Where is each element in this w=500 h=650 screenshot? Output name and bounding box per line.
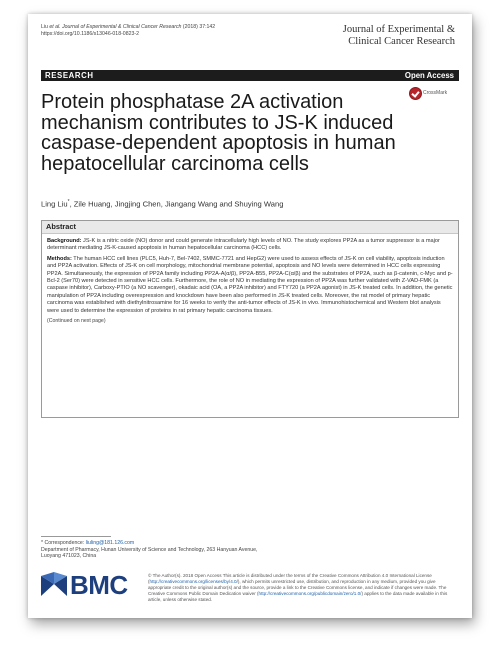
journal-name-line1: Journal of Experimental & (342, 24, 455, 35)
background-label: Background: (47, 238, 82, 244)
journal-name-line2: Clinical Cancer Research (348, 35, 455, 47)
correspondence-label: * Correspondence: (41, 540, 86, 546)
section-bar (41, 70, 459, 81)
author-others: , Zile Huang, Jingjing Chen, Jiangang Wang and Shuying Wang (69, 199, 284, 209)
citation-journal: et al. Journal of Experimental & Clinical Cancer Research (49, 24, 182, 30)
continued-note: (Continued on next page) (47, 318, 106, 325)
article-title: Protein phosphatase 2A activation mechanism contributes to JS-K induced caspase-dependent apoptosis in human hepatocellular carcinoma cells (41, 91, 396, 175)
license-link[interactable]: http://creativecommons.org/licenses/by/4.0/ (149, 579, 238, 584)
open-access-label: Open Access (404, 71, 454, 80)
license-text-1: © The Author(s). 2018 Open Access This article is distributed under the terms of the Creative Commons Attribution 4.0 International License ( (148, 573, 432, 584)
crossmark-badge[interactable] (409, 86, 449, 100)
bmc-logo-text: BMC (70, 570, 128, 600)
citation-authors: Liu (41, 24, 50, 30)
citation-volume: (2018) 37:142 (182, 24, 216, 30)
paper-page (28, 14, 472, 618)
bmc-logo (41, 570, 141, 598)
author-list (41, 199, 283, 209)
abstract-methods (47, 256, 453, 315)
corresponding-mark: * (67, 199, 70, 205)
correspondence (41, 536, 261, 560)
correspondence-email[interactable]: liuling@181.126.com (85, 540, 135, 546)
methods-label: Methods: (47, 255, 72, 262)
license-statement (148, 573, 458, 603)
footnote-divider (41, 536, 111, 537)
citation (41, 24, 271, 38)
bmc-logo-icon (41, 572, 67, 596)
journal-name (343, 24, 455, 47)
background-text: JS-K is a nitric oxide (NO) donor and could generate intracellularly high levels of NO. The study explores PP2A as a tumor suppressor is a major determinant mediating JS-K-caused apoptosis in human hepatocellular carcinoma (HCC) cells. (47, 238, 440, 252)
crossmark-label: CrossMark (423, 90, 448, 96)
public-domain-link[interactable]: http://creativecommons.org/publicdomain/zero/1.0/ (258, 591, 362, 596)
license-text-3: ) applies to the data made available in this article, unless otherwise stated. (148, 591, 448, 602)
author-first[interactable]: Ling Liu (41, 199, 68, 209)
correspondence-address: Department of Pharmacy, Hunan University of Science and Technology, 263 Hanyuan Avenue, Luoyang 471023, China (41, 546, 258, 560)
methods-text: The human HCC cell lines (PLC5, Huh-7, Bel-7402, SMMC-7721 and HepG2) were used to assess effects of JS-K on cell viability, apoptosis induction and PP2A activation. Effects of JS-K on cell morphology, mitochondrial membrane potential, apoptosis and NO levels were determined in HCC cells expressing PP2A. Simultaneously, the expression of PP2A family including PP2A-A(α/β), PP2A-B55, PP2A-C(α/β) and the substrates of PP2A, such as β-catenin, c-Myc and p-Bcl-2 (Ser70) were detected in sensitive HCC cells. Furthermore, the role of NO in mediating the expression of PP2A was further validated with Z-VAD-FMK (a caspase inhibitor), Carboxy-PTIO (a NO scavenger), okadaic acid (OA, a PP2A inhibitor) and FTY720 (a PP2A agonist) in JS-K treated cells. In addition, the genetic manipulation of PP2A including overexpression and knockdown have been also performed in JS-K treated cells. Moreover, the rat model of primary hepatic carcinoma was established with diethylnitrosamine for 16 weeks to verify the anti-tumor effects of JS-K in vivo. Immunohistochemical and Western blot analysis were used to determine the expression of proteins in rat primary hepatic carcinoma tissues. (47, 255, 453, 314)
abstract-background (47, 238, 453, 253)
article-type-label: RESEARCH (45, 71, 94, 80)
abstract-box (41, 220, 459, 418)
doi-link[interactable]: https://doi.org/10.1186/s13046-018-0823-2 (41, 31, 139, 37)
license-text-2: ), which permits unrestricted use, distribution, and reproduction in any medium, provided you give appropriate credit to the original author(s) and the source, provide a link to the Creative Commons license, and indicate if changes were made. The Creative Commons Public Domain Dedication waiver ( (148, 579, 447, 596)
abstract-heading: Abstract (42, 221, 458, 234)
